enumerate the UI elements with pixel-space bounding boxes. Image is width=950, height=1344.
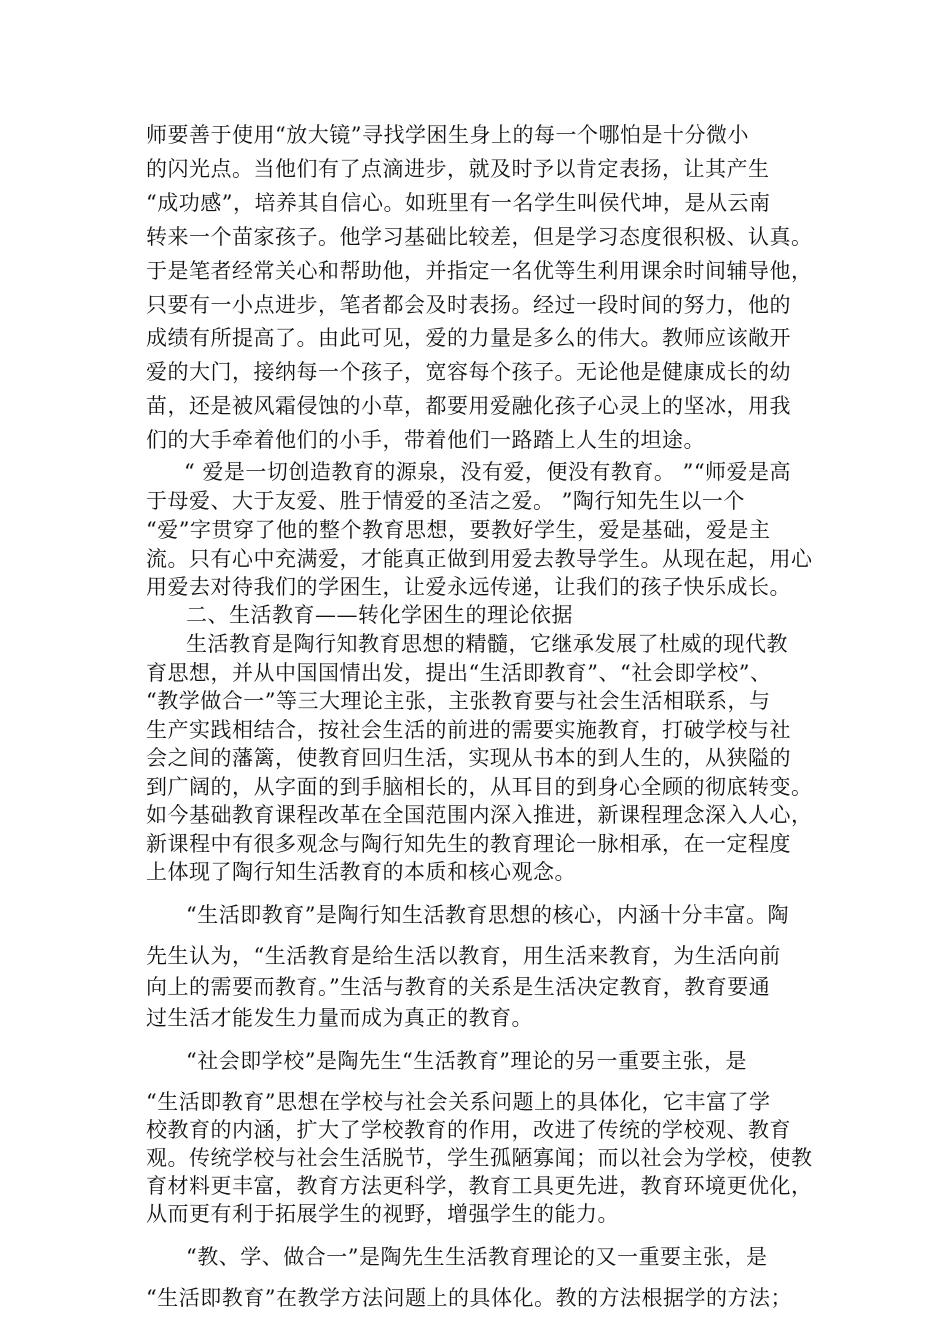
text-line: 流。只有心中充满爱，才能真正做到用爱去教导学生。从现在起，用心 [146,547,813,571]
text-line: 转来一个苗家孩子。他学习基础比较差，但是学习态度很积极、认真。 [146,225,813,249]
text-line: 新课程中有很多观念与陶行知先生的教育理论一脉相承，在一定程度 [146,832,791,856]
text-line: 苗，还是被风霜侵蚀的小草，都要用爱融化孩子心灵上的坚冰，用我 [146,394,791,418]
text-line: 育材料更丰富，教育方法更科学，教育工具更先进，教育环境更优化， [146,1174,813,1198]
text-line: 生活教育是陶行知教育思想的精髓，它继承发展了杜威的现代教 [186,632,788,656]
text-line: “成功感”，培养其自信心。如班里有一名学生叫侯代坤，是从云南 [146,191,771,215]
text-line: 观。传统学校与社会生活脱节，学生孤陋寡闻；而以社会为学校，使教 [146,1146,813,1170]
text-line: 生产实践相结合，按社会生活的前进的需要实施教育，打破学校与社 [146,718,791,742]
text-line: 向上的需要而教育。”生活与教育的关系是生活决定教育，教育要通 [146,975,771,999]
text-line: 过生活才能发生力量而成为真正的教育。 [146,1006,533,1030]
text-line: “生活即教育”是陶行知生活教育思想的核心，内涵十分丰富。陶 [186,903,789,927]
text-line: 如今基础教育课程改革在全国范围内深入推进，新课程理念深入人心， [146,803,813,827]
text-line: “教、学、做合一”是陶先生生活教育理论的又一重要主张，是 [186,1245,768,1269]
text-line: 从而更有利于拓展学生的视野，增强学生的能力。 [146,1202,619,1226]
text-line: 育思想，并从中国国情出发，提出“生活即教育”、“社会即学校”、 [146,661,772,685]
section-heading: 二、生活教育——转化学困生的理论依据 [186,603,573,627]
text-line: 上体现了陶行知生活教育的本质和核心观念。 [146,860,576,884]
text-line: 到广阔的，从字面的到手脑相长的，从耳目的到身心全顾的彻底转变。 [146,775,813,799]
text-line: 用爱去对待我们的学困生，让爱永远传递，让我们的孩子快乐成长。 [146,575,791,599]
text-line: 成绩有所提高了。由此可见，爱的力量是多么的伟大。教师应该敞开 [146,326,791,350]
text-line: 先生认为，“生活教育是给生活以教育，用生活来教育，为生活向前 [146,944,781,968]
text-line: 只要有一小点进步，笔者都会及时表扬。经过一段时间的努力，他的 [146,293,791,317]
text-line: “爱”字贯穿了他的整个教育思想，要教好学生，爱是基础，爱是主 [146,518,771,542]
text-line: 师要善于使用“放大镜”寻找学困生身上的每一个哪怕是十分微小 [146,123,749,147]
text-line: 们的大手牵着他们的小手，带着他们一路踏上人生的坦途。 [146,428,705,452]
text-line: “生活即教育”思想在学校与社会关系问题上的具体化，它丰富了学 [146,1090,771,1114]
text-line: “ 爱是一切创造教育的源泉，没有爱，便没有教育。 ”“师爱是高 [184,460,792,484]
text-line: 校教育的内涵，扩大了学校教育的作用，改进了传统的学校观、教育 [146,1118,791,1142]
text-line: 爱的大门，接纳每一个孩子，宽容每个孩子。无论他是健康成长的幼 [146,360,791,384]
text-line: “生活即教育”在教学方法问题上的具体化。教的方法根据学的方法； [146,1286,792,1310]
text-line: “社会即学校”是陶先生“生活教育”理论的另一重要主张，是 [186,1049,747,1073]
text-line: 会之间的藩篱，使教育回归生活，实现从书本的到人生的，从狭隘的 [146,746,791,770]
text-line: “教学做合一”等三大理论主张，主张教育要与社会生活相联系，与 [146,689,771,713]
text-line: 于是笔者经常关心和帮助他，并指定一名优等生利用课余时间辅导他， [146,259,813,283]
text-line: 的闪光点。当他们有了点滴进步，就及时予以肯定表扬，让其产生 [146,157,770,181]
text-line: 于母爱、大于友爱、胜于情爱的圣洁之爱。 ”陶行知先生以一个 [146,489,745,513]
